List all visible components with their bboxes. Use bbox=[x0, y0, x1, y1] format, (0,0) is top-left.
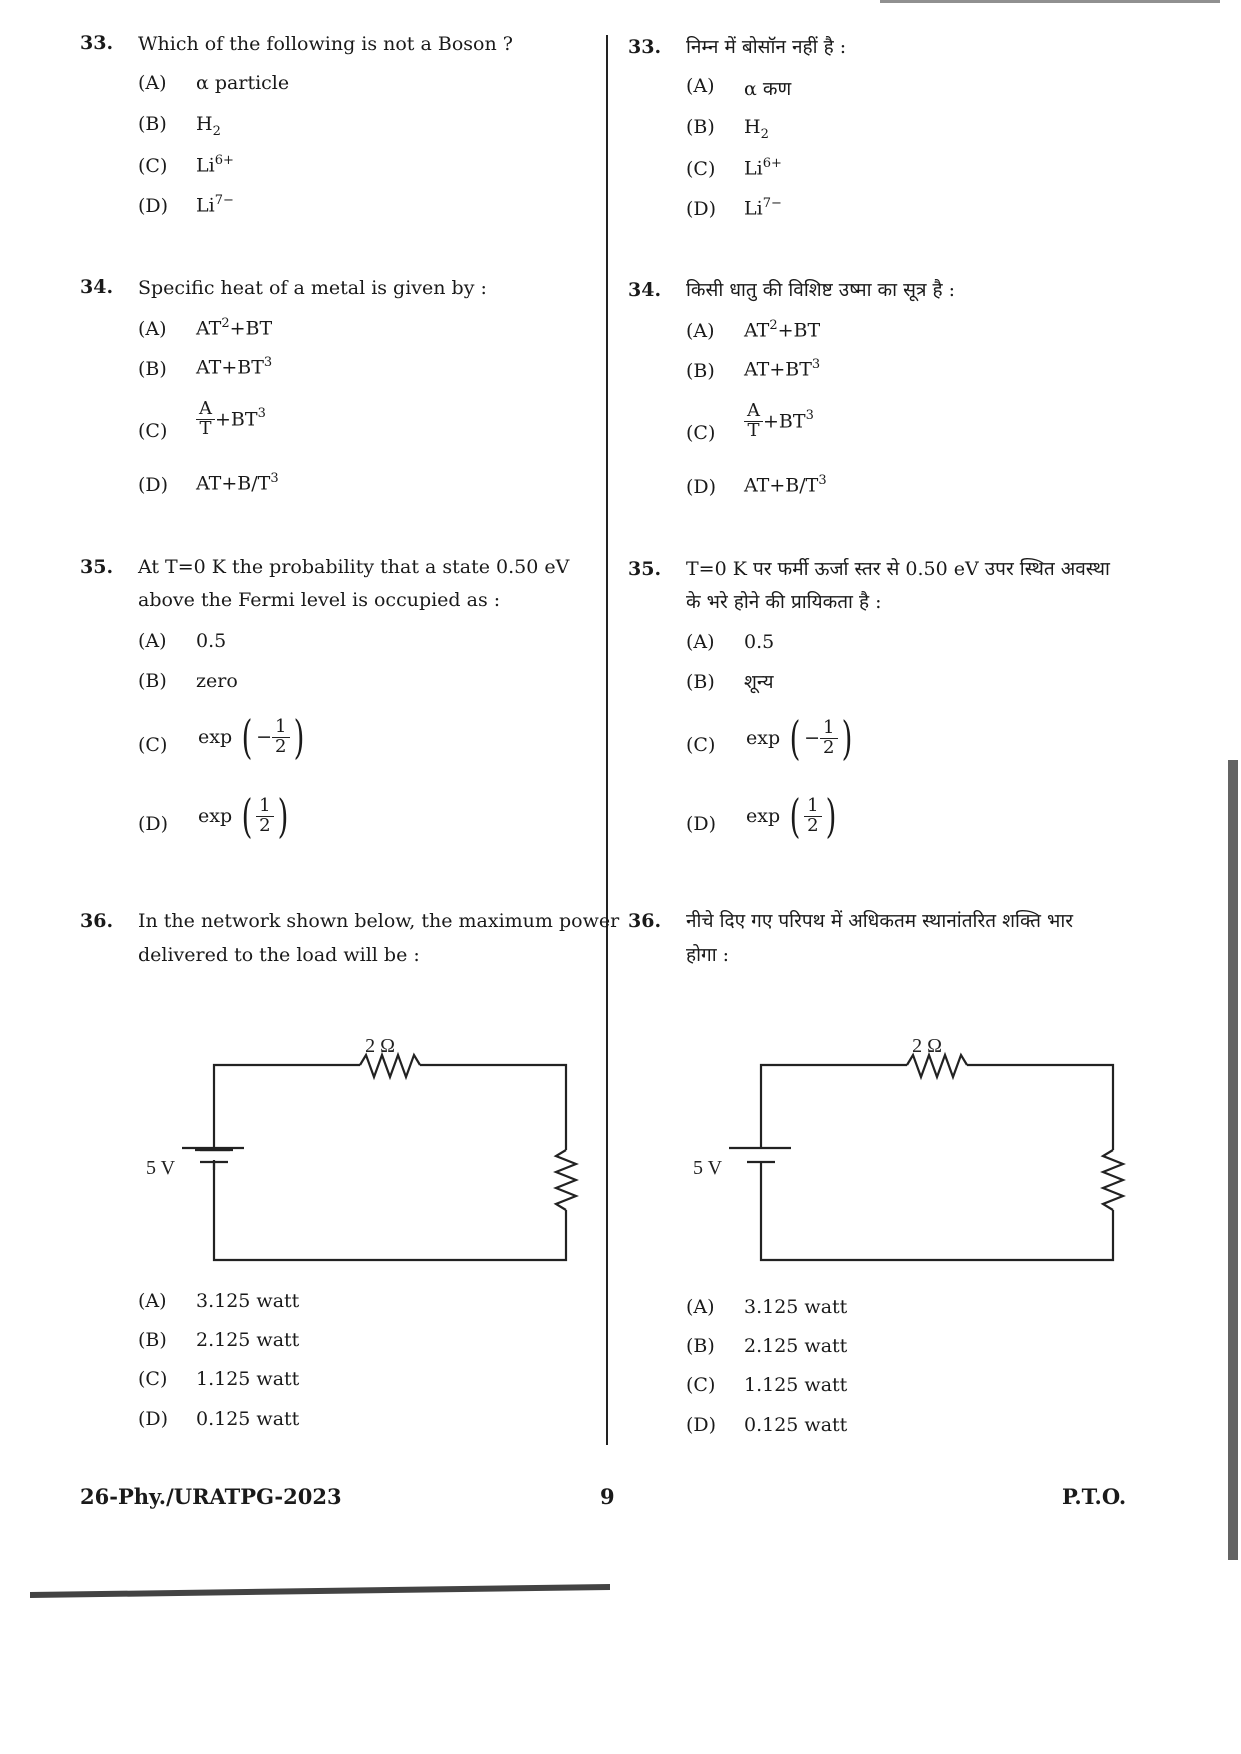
q33-hi-option-b-label: (B) bbox=[686, 116, 715, 138]
q34-hi-option-d: $AT+B/T^3$ bbox=[744, 473, 827, 497]
q33-text: Which of the following is not a Boson ? bbox=[138, 33, 513, 55]
q36-option-a: 3.125 watt bbox=[196, 1290, 300, 1312]
q36-hi-option-b: 2.125 watt bbox=[744, 1335, 848, 1357]
q35-hi-option-b-label: (B) bbox=[686, 671, 715, 693]
q33-hi-option-a: α कण bbox=[744, 78, 792, 100]
q34-option-c: $\frac{A}{T}$ $+BT^3$ bbox=[196, 400, 266, 439]
scan-edge-top bbox=[880, 0, 1220, 3]
q34-hi-option-a-label: (A) bbox=[686, 320, 715, 342]
q35-option-b: zero bbox=[196, 670, 238, 692]
q33-option-c: $Li^{6+}$ bbox=[196, 153, 234, 177]
q35-hi-line-1: T=0 K पर फर्मी ऊर्जा स्तर से 0.50 eV उपर स्थित अवस्था bbox=[686, 558, 1110, 580]
q33-hi-option-b: $H_2$ bbox=[744, 116, 769, 142]
q35-hi-option-c: exp ( − $\frac{1}{2}$ ) bbox=[746, 711, 852, 765]
q34-option-a: $AT^2+BT$ bbox=[196, 316, 273, 340]
q36-hi-option-a-label: (A) bbox=[686, 1296, 715, 1318]
q36-option-d: 0.125 watt bbox=[196, 1408, 300, 1430]
q34-option-a-label: (A) bbox=[138, 318, 167, 340]
q34-text: Specific heat of a metal is given by : bbox=[138, 277, 487, 299]
q36-line-2: delivered to the load will be : bbox=[138, 944, 420, 966]
resistor-label-right: 2 Ω bbox=[912, 1035, 942, 1057]
source-label-right: 5 V bbox=[693, 1157, 723, 1179]
q35-option-d-label: (D) bbox=[138, 813, 169, 835]
q36-option-a-label: (A) bbox=[138, 1290, 167, 1312]
q35-option-a: 0.5 bbox=[196, 630, 227, 652]
resistor-label: 2 Ω bbox=[365, 1035, 395, 1057]
q36-hi-line-2: होगा : bbox=[686, 944, 730, 966]
q34-option-d-label: (D) bbox=[138, 474, 169, 496]
q36-hi-option-a: 3.125 watt bbox=[744, 1296, 848, 1318]
q36-hi-number: 36. bbox=[628, 910, 662, 932]
circuit-diagram-right bbox=[677, 1030, 1147, 1270]
q34-hi-option-c-label: (C) bbox=[686, 422, 716, 444]
q35-option-b-label: (B) bbox=[138, 670, 167, 692]
circuit-diagram-left bbox=[130, 1030, 600, 1270]
scan-edge-bottom bbox=[30, 1584, 610, 1598]
q35-option-d: exp ( $\frac{1}{2}$ ) bbox=[198, 789, 288, 843]
q33-hi-option-c-label: (C) bbox=[686, 158, 716, 180]
q35-hi-option-c-label: (C) bbox=[686, 734, 716, 756]
paper-code: 26-Phy./URATPG-2023 bbox=[80, 1484, 342, 1509]
q35-hi-option-a-label: (A) bbox=[686, 631, 715, 653]
scan-edge-right bbox=[1228, 760, 1238, 1560]
q35-hi-number: 35. bbox=[628, 558, 662, 580]
q36-option-c-label: (C) bbox=[138, 1368, 168, 1390]
q33-option-b-label: (B) bbox=[138, 113, 167, 135]
q33-option-b: $H_2$ bbox=[196, 113, 221, 139]
q33-option-d: $Li^{7-}$ bbox=[196, 193, 234, 217]
q34-option-c-label: (C) bbox=[138, 420, 168, 442]
q34-option-d: $AT+B/T^3$ bbox=[196, 471, 279, 495]
column-divider bbox=[606, 35, 608, 1445]
q33-hi-option-a-label: (A) bbox=[686, 75, 715, 97]
q33-hi-text: निम्न में बोसॉन नहीं है : bbox=[686, 36, 847, 58]
q34-hi-option-a: $AT^2+BT$ bbox=[744, 318, 821, 342]
q36-option-b-label: (B) bbox=[138, 1329, 167, 1351]
q36-hi-line-1: नीचे दिए गए परिपथ में अधिकतम स्थानांतरित शक्ति भार bbox=[686, 910, 1074, 932]
pto-label: P.T.O. bbox=[1062, 1484, 1127, 1509]
q33-option-a: α particle bbox=[196, 72, 290, 94]
q34-hi-option-c: $\frac{A}{T}$ $+BT^3$ bbox=[744, 402, 814, 441]
q35-hi-option-d-label: (D) bbox=[686, 813, 717, 835]
q35-hi-option-d: exp ( $\frac{1}{2}$ ) bbox=[746, 789, 836, 843]
q35-option-a-label: (A) bbox=[138, 630, 167, 652]
q35-option-c-label: (C) bbox=[138, 734, 168, 756]
q35-hi-option-a: 0.5 bbox=[744, 631, 775, 653]
q36-hi-option-c: 1.125 watt bbox=[744, 1374, 848, 1396]
q34-option-b-label: (B) bbox=[138, 358, 167, 380]
q36-option-d-label: (D) bbox=[138, 1408, 169, 1430]
q36-option-c: 1.125 watt bbox=[196, 1368, 300, 1390]
q34-number: 34. bbox=[80, 276, 114, 298]
q33-hi-option-c: $Li^{6+}$ bbox=[744, 156, 782, 180]
source-label: 5 V bbox=[146, 1157, 176, 1179]
q34-option-b: $AT+BT^3$ bbox=[196, 355, 273, 379]
q36-option-b: 2.125 watt bbox=[196, 1329, 300, 1351]
q36-line-1: In the network shown below, the maximum power bbox=[138, 910, 620, 932]
q34-hi-number: 34. bbox=[628, 279, 662, 301]
q36-hi-option-b-label: (B) bbox=[686, 1335, 715, 1357]
q34-hi-option-b: $AT+BT^3$ bbox=[744, 357, 821, 381]
q36-hi-option-d: 0.125 watt bbox=[744, 1414, 848, 1436]
q34-hi-option-b-label: (B) bbox=[686, 360, 715, 382]
q33-option-c-label: (C) bbox=[138, 155, 168, 177]
q33-option-a-label: (A) bbox=[138, 72, 167, 94]
q34-hi-text: किसी धातु की विशिष्ट उष्मा का सूत्र है : bbox=[686, 279, 956, 301]
page-number: 9 bbox=[600, 1484, 615, 1509]
q36-hi-option-d-label: (D) bbox=[686, 1414, 717, 1436]
q35-line-2: above the Fermi level is occupied as : bbox=[138, 589, 501, 611]
q35-option-c: exp ( − $\frac{1}{2}$ ) bbox=[198, 710, 304, 764]
q35-line-1: At T=0 K the probability that a state 0.50 eV bbox=[138, 556, 570, 578]
q35-hi-line-2: के भरे होने की प्रायिकता है : bbox=[686, 591, 882, 613]
q33-option-d-label: (D) bbox=[138, 195, 169, 217]
q33-number: 33. bbox=[80, 32, 114, 54]
q35-hi-option-b: शून्य bbox=[744, 671, 774, 693]
q33-hi-option-d-label: (D) bbox=[686, 198, 717, 220]
q36-number: 36. bbox=[80, 910, 114, 932]
q33-hi-option-d: $Li^{7-}$ bbox=[744, 196, 782, 220]
q36-hi-option-c-label: (C) bbox=[686, 1374, 716, 1396]
q33-hi-number: 33. bbox=[628, 36, 662, 58]
q34-hi-option-d-label: (D) bbox=[686, 476, 717, 498]
q35-number: 35. bbox=[80, 556, 114, 578]
